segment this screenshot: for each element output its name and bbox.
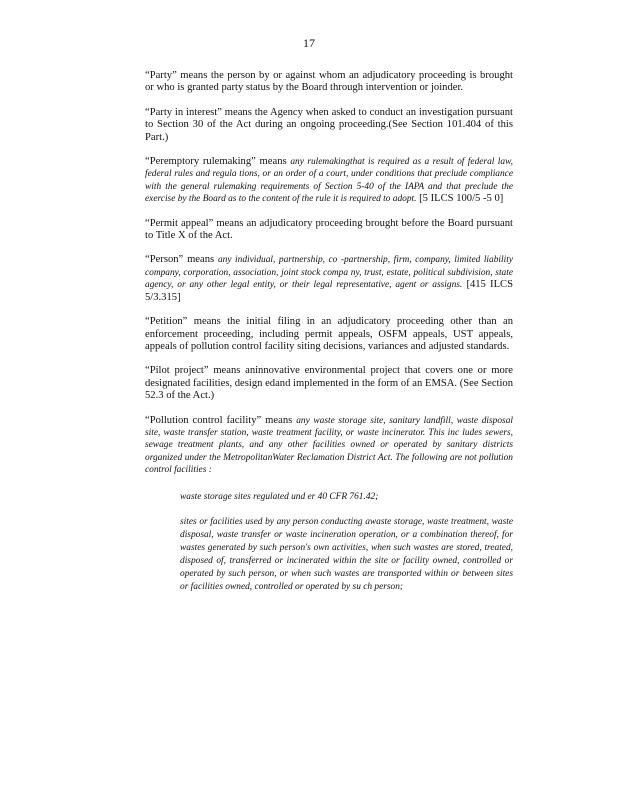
definition-text: means an adjudicatory proceeding brought before the Board pursuant to Title X of the Act. <box>145 217 513 242</box>
definition-petition <box>145 316 513 353</box>
definition-term: “Peremptory rulemaking” <box>145 156 256 168</box>
definition-text: means aninnovative environmental project that covers one or more designated facilities, design edand implemented in the form of an EMSA. (See Section 52.3 of the Act.) <box>145 365 514 402</box>
definition-text: means the person by or against whom an adjudicatory proceeding is brought or who is granted party status by the Board through intervention or joinder. <box>145 70 513 94</box>
subitem-paragraph: sites or facilities used by any person conducting awaste storage, waste treatment, waste disposal, waste transfer or waste incineration operation, or a combination thereof, for wastes generated by such person's own activities, when such wastes are stored, treated, disposed of, transferred or incinerated within the site or facility owned, controlled or operated by such person, or when such wastes are transported within or between sites or facilities owned, controlled or operated by su ch person; <box>180 516 513 592</box>
page-number: 17 <box>303 36 315 50</box>
definition-text: means <box>261 414 297 426</box>
definition-pilot-project <box>145 365 513 402</box>
definition-party <box>145 70 513 95</box>
definition-term: “Party” <box>145 70 177 81</box>
definition-term: “Permit appeal” <box>145 217 214 229</box>
definition-person <box>145 254 513 304</box>
definition-text: means the initial filing in an adjudicatory proceeding other than an enforcement proceeding, including permit appeals, OSFM appeals, UST appeals, appeals of pollution control facility siting decisions, variances and adjusted standards. <box>145 316 513 352</box>
definition-pollution-control-facility <box>145 415 513 477</box>
statutory-citation: [5 ILCS 100/5 -5 0] <box>416 193 504 205</box>
subitem-paragraph: waste storage sites regulated und er 40 CFR 761.42; <box>180 491 379 502</box>
definitions-section <box>145 70 513 606</box>
definition-text: means <box>183 254 218 266</box>
definition-text: means the Agency when asked to conduct an investigation pursuant to Section 30 of the Act during an ongoing proceeding.(See Section 101.404 of this Part.) <box>145 106 513 143</box>
definition-permit-appeal <box>145 218 513 243</box>
definition-term: “Party in interest” <box>145 106 222 118</box>
definition-term: “Petition” <box>145 316 188 328</box>
statutory-text: any rulemakingthat is required as a result of federal law, federal rules and regula tions, or an order of a court, under conditions that preclude compliance with the general rulemaking requirements of Section 5-40 of the IAPA and that preclude the exercise by the Board as to the content of the rule it is required to adopt. <box>145 157 513 205</box>
definition-term: “Pilot project” <box>145 365 209 377</box>
statutory-text: any individual, partnership, co -partnership, firm, company, limited liability company, corporation, association, joint stock compa ny, trust, estate, political subdivision, state agency, or any other legal entity, or their legal representative, agent or assigns. <box>145 255 513 291</box>
definition-party-in-interest <box>145 107 513 144</box>
definition-peremptory-rulemaking <box>145 156 513 206</box>
statutory-text: any waste storage site, sanitary landfill, waste disposal site, waste transfer station, waste treatment facility, or waste incinerator. This inc ludes sewers, sewage treatment plants, and any other facilities owned or operated by sanitary districts organized under the MetropolitanWater Reclamation District Act. The following are not pollution control facilities : <box>145 415 513 476</box>
statutory-citation: [415 ILCS 5/3.315] <box>145 279 514 303</box>
definition-term: “Person” <box>145 254 184 266</box>
definition-text: means <box>255 156 291 168</box>
definition-term: “Pollution control facility” <box>145 414 262 426</box>
